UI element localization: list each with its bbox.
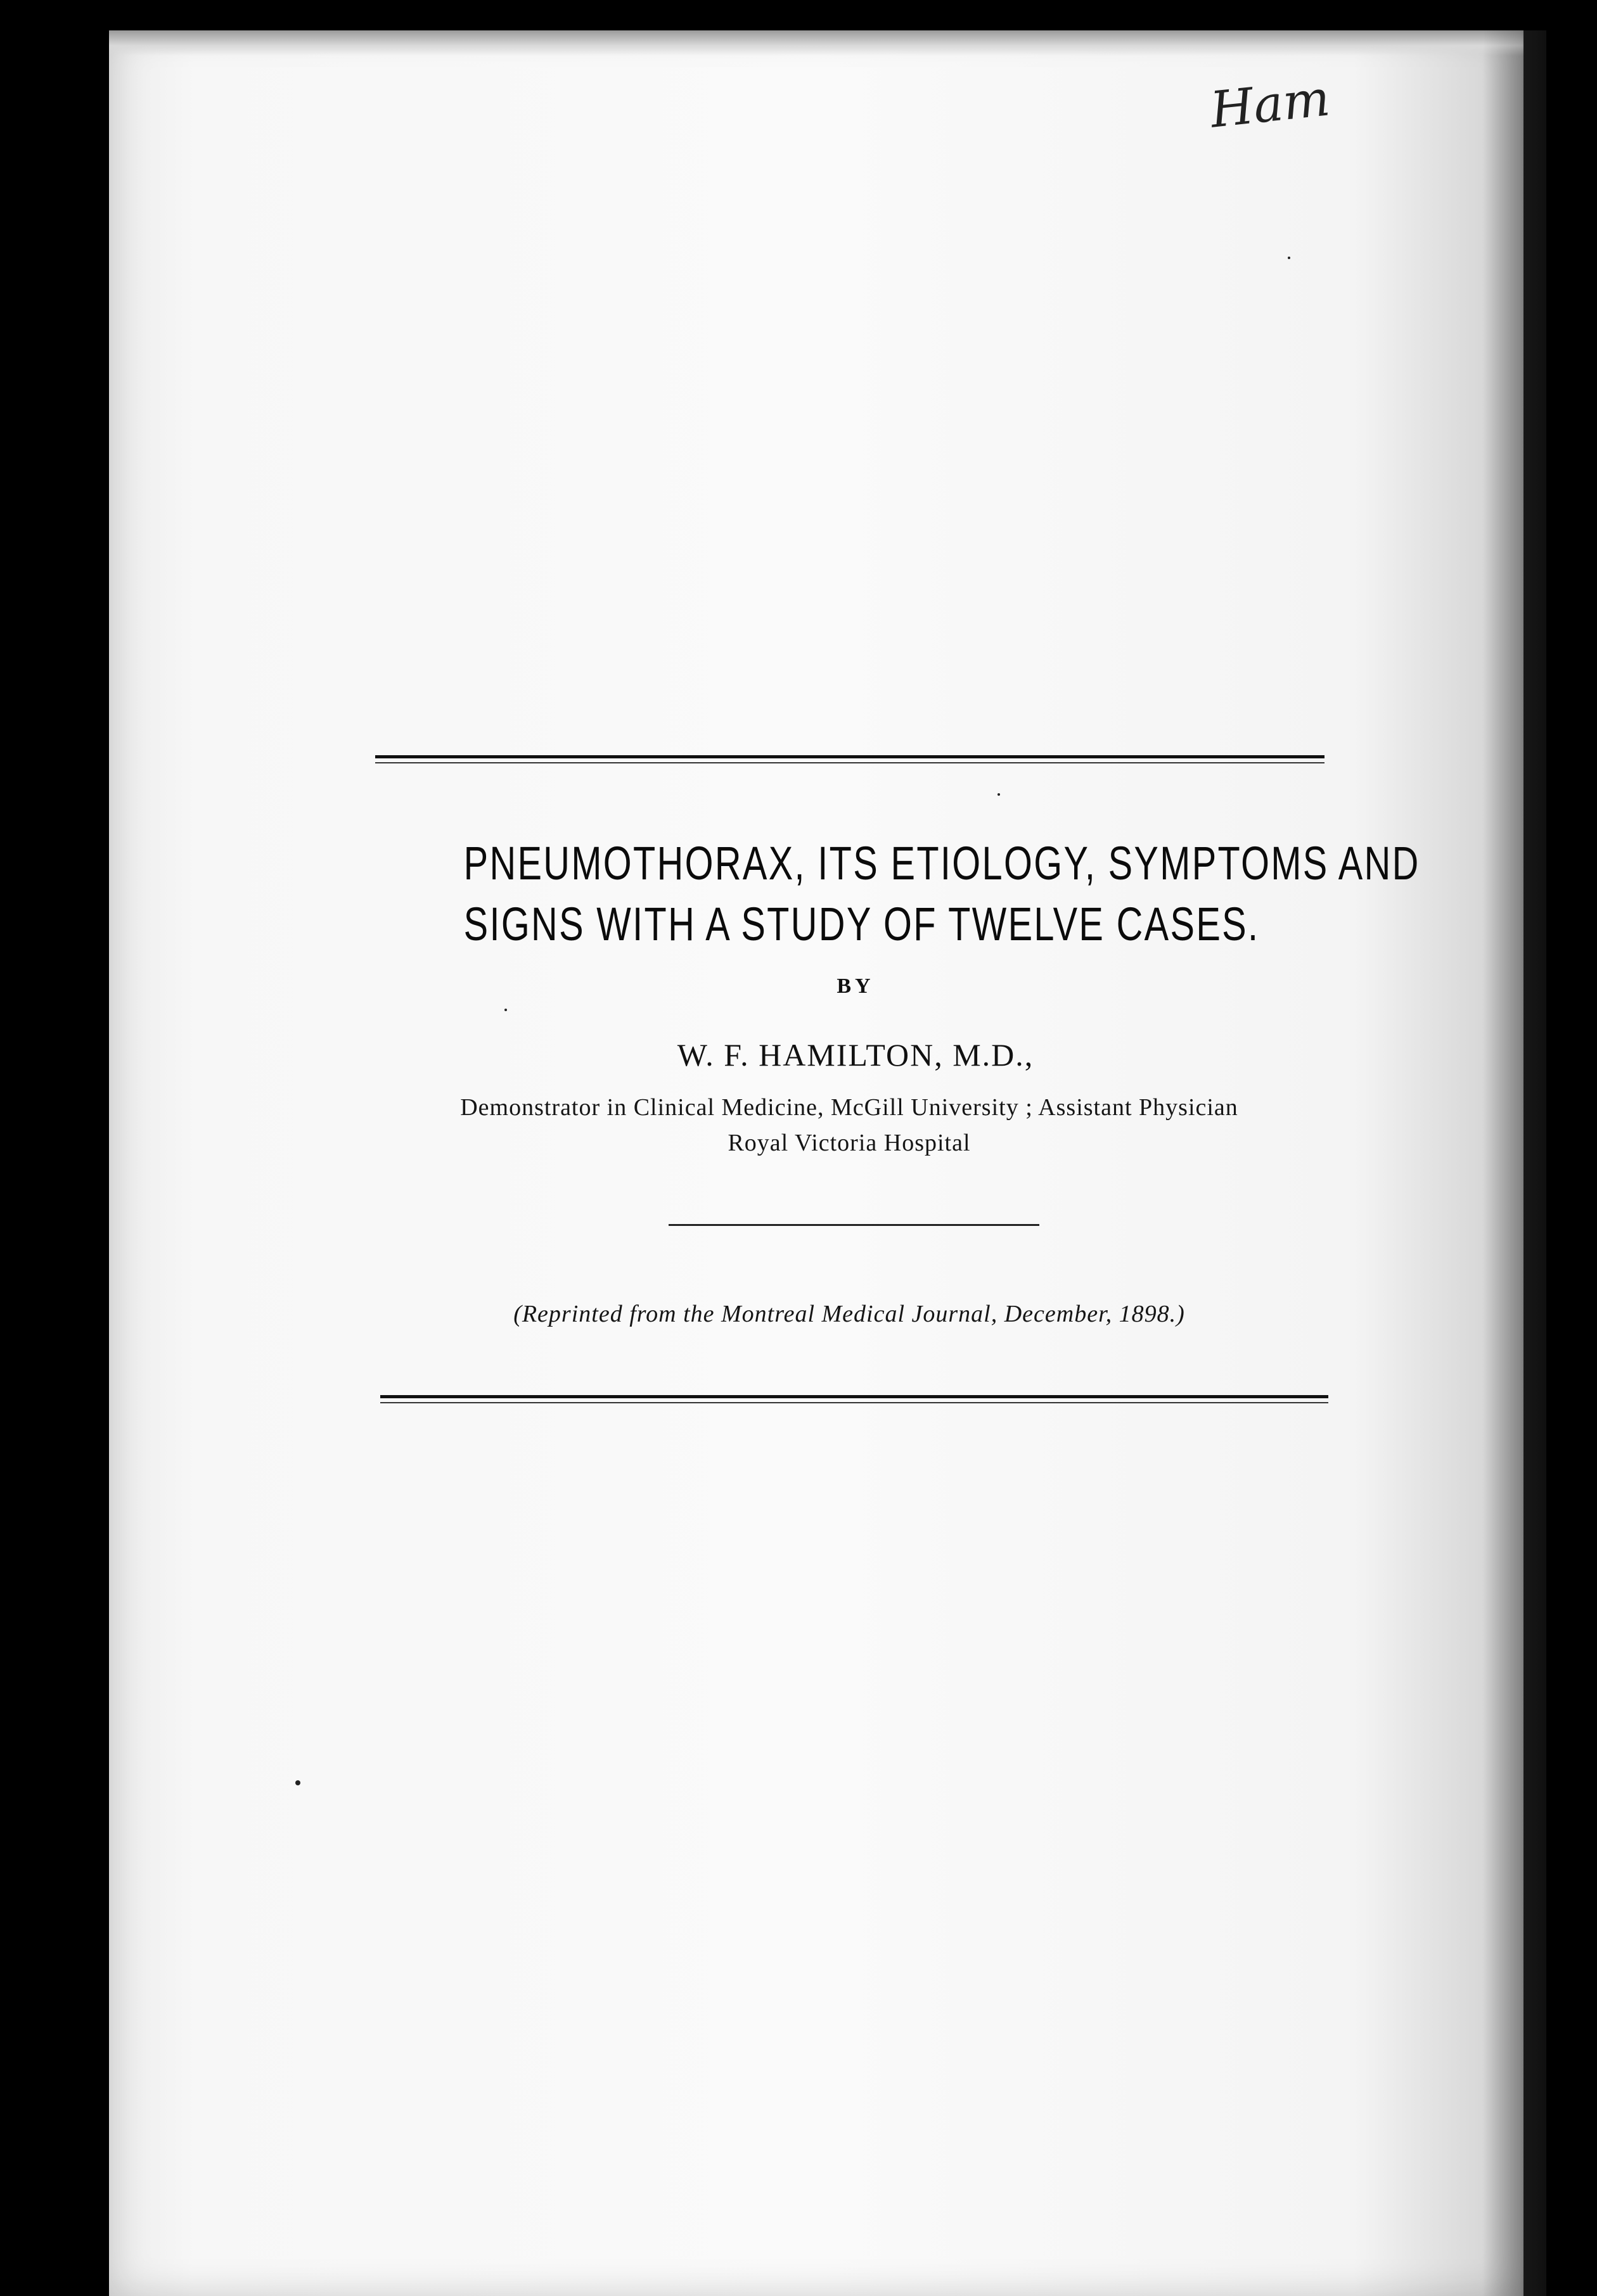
page-top-edge	[109, 30, 1523, 56]
top-double-rule	[375, 755, 1324, 763]
rule-thin-line	[380, 1402, 1328, 1403]
rule-thick-line	[380, 1395, 1328, 1398]
document-page	[109, 30, 1523, 2296]
bottom-double-rule	[380, 1395, 1328, 1403]
ink-speck	[997, 793, 1000, 796]
ink-speck	[295, 1780, 300, 1785]
title-line: SIGNS WITH A STUDY OF TWELVE CASES.	[463, 898, 1260, 950]
rule-thick-line	[375, 755, 1324, 758]
document-title	[463, 833, 1420, 955]
ink-speck	[1288, 257, 1290, 259]
section-divider	[669, 1224, 1039, 1226]
affiliation-line: Royal Victoria Hospital	[728, 1130, 971, 1156]
rule-thin-line	[375, 762, 1324, 763]
page-right-edge-shadow	[1483, 30, 1546, 2296]
reprint-note: (Reprinted from the Montreal Medical Journal, December, 1898.)	[513, 1301, 1185, 1327]
author-name: W. F. HAMILTON, M.D.,	[677, 1037, 1034, 1073]
by-label: BY	[837, 974, 875, 998]
handwritten-annotation: Ham	[1207, 70, 1333, 139]
ink-speck	[504, 1009, 507, 1011]
title-line: PNEUMOTHORAX, ITS ETIOLOGY, SYMPTOMS AND	[463, 837, 1420, 890]
affiliation-line: Demonstrator in Clinical Medicine, McGill University ; Assistant Physician	[460, 1094, 1238, 1121]
author-affiliation	[355, 1090, 1344, 1161]
